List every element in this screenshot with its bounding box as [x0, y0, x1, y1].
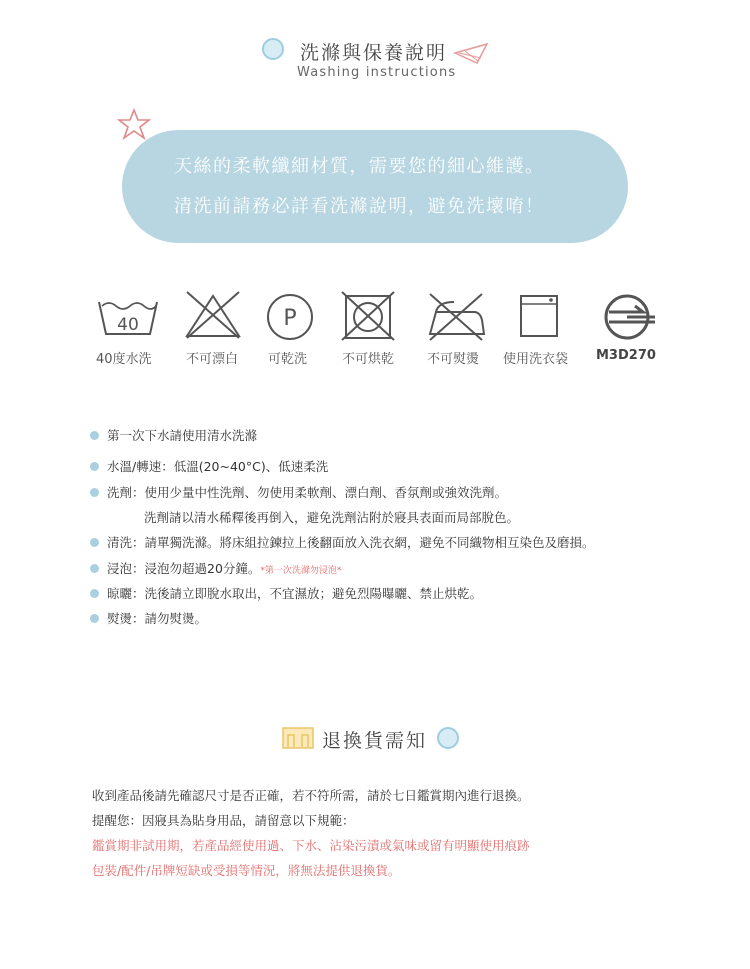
list-item-continuation: 洗劑請以清水稀釋後再倒入，避免洗劑沾附於寢具表面而局部脫色。 — [144, 510, 520, 525]
page-title: 洗滌與保養說明 — [300, 42, 448, 64]
intro-bubble — [122, 130, 628, 243]
care-label-laundry-bag: 使用洗衣袋 — [503, 352, 569, 367]
returns-line-1: 收到產品後請先確認尺寸是否正確，若不符所需，請於七日鑑賞期內進行退換。 — [92, 788, 530, 803]
circle-deco-icon — [437, 727, 459, 749]
bullet-dot-icon — [90, 488, 99, 497]
wash-temp-number: 40 — [117, 315, 139, 335]
list-item: 熨燙：請勿熨燙。 — [90, 609, 207, 627]
care-label-dry-clean: 可乾洗 — [268, 352, 308, 367]
no-tumble-dry-icon — [340, 290, 396, 342]
bullet-dot-icon — [90, 614, 99, 623]
no-iron-icon — [424, 290, 488, 342]
list-item: 第一次下水請使用清水洗滌 — [90, 426, 257, 444]
page-subtitle: Washing instructions — [297, 65, 457, 80]
list-item: 洗劑：使用少量中性洗劑、勿使用柔軟劑、漂白劑、香氛劑或強效洗劑。 — [90, 483, 507, 501]
triangle-deco-icon — [453, 41, 489, 65]
returns-title: 退換貨需知 — [322, 730, 428, 752]
returns-line-2: 提醒您：因寢具為貼身用品，請留意以下規範： — [92, 813, 355, 828]
dry-clean-letter: P — [283, 306, 297, 331]
bullet-dot-icon — [90, 538, 99, 547]
bullet-dot-icon — [90, 589, 99, 598]
bullet-dot-icon — [90, 564, 99, 573]
list-item: 水溫/轉速：低溫(20~40°C)、低速柔洗 — [90, 457, 328, 475]
list-item: 浸泡：浸泡勿超過20分鐘。*第一次洗滌勿浸泡* — [90, 559, 341, 577]
care-label-certification: M3D270 — [596, 348, 656, 363]
wash-40-icon — [96, 296, 160, 338]
list-item: 晾曬：洗後請立即脫水取出，不宜濕放；避免烈陽曝曬、禁止烘乾。 — [90, 584, 482, 602]
no-bleach-icon — [183, 290, 243, 340]
bullet-dot-icon — [90, 462, 99, 471]
laundry-bag-icon — [517, 292, 561, 340]
circle-deco-icon — [262, 38, 284, 60]
returns-line-3: 鑑賞期非試用期，若產品經使用過、下水、沾染污漬或氣味或留有明顯使用痕跡 — [92, 838, 530, 853]
care-label-no-iron: 不可熨燙 — [427, 352, 480, 367]
care-label-wash: 40度水洗 — [96, 352, 152, 367]
bullet-dot-icon — [90, 431, 99, 440]
certification-mark-icon — [597, 292, 661, 342]
star-deco-icon — [116, 108, 152, 140]
care-label-no-tumble-dry: 不可烘乾 — [342, 352, 395, 367]
package-icon — [282, 727, 314, 749]
dry-clean-icon — [264, 292, 316, 342]
list-item: 清洗：請單獨洗滌。將床組拉鍊拉上後翻面放入洗衣網，避免不同織物相互染色及磨損。 — [90, 533, 595, 551]
returns-line-4: 包裝/配件/吊牌短缺或受損等情況，將無法提供退換貨。 — [92, 863, 401, 878]
intro-line-1: 天絲的柔軟纖細材質，需要您的細心維護。 — [174, 156, 545, 177]
intro-line-2: 清洗前請務必詳看洗滌說明，避免洗壞唷！ — [174, 196, 545, 217]
soak-warning-note: *第一次洗滌勿浸泡* — [260, 566, 342, 576]
care-label-no-bleach: 不可漂白 — [186, 352, 239, 367]
